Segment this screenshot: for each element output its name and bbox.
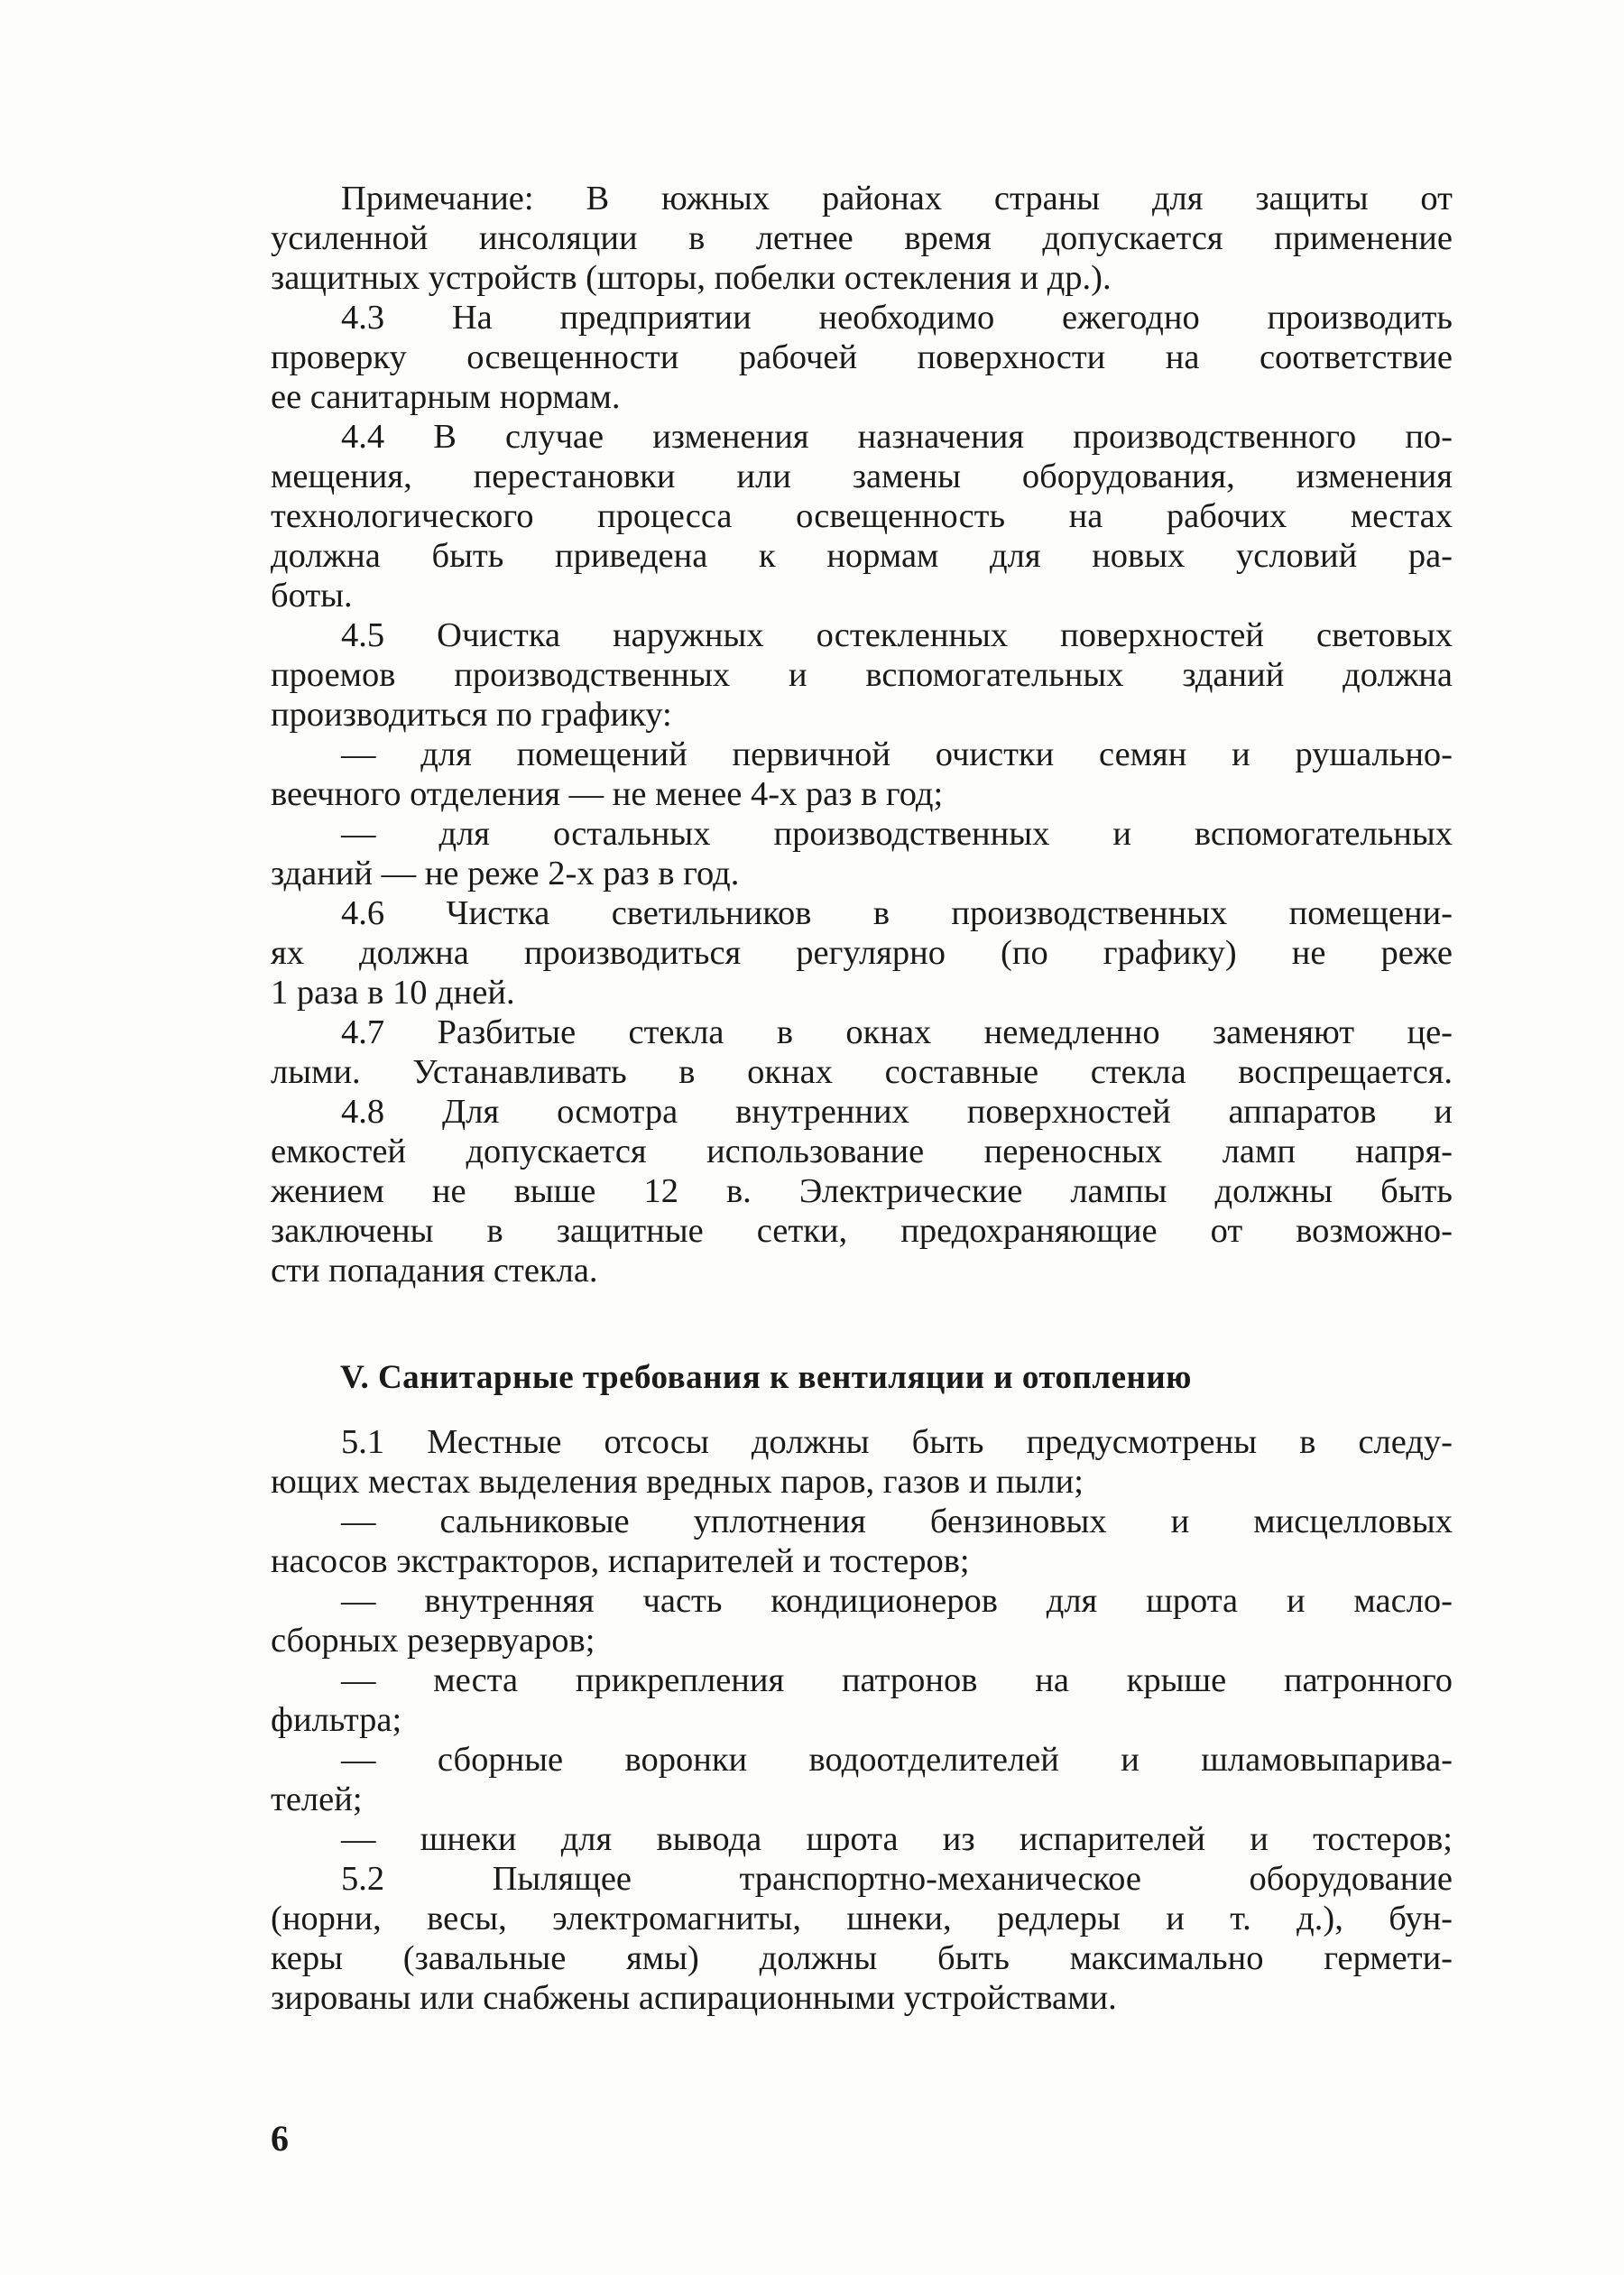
text-line: 5.1 Местные отсосы должны быть предусмотрены в следу-: [341, 1423, 1453, 1461]
text-line: лыми. Устанавливать в окнах составные стекла воспрещается.: [271, 1053, 1453, 1091]
text-line: керы (завальные ямы) должны быть максимально гермети-: [271, 1939, 1453, 1977]
text-line: заключены в защитные сетки, предохраняющие от возможно-: [271, 1212, 1453, 1250]
text-line: технологического процесса освещенность на рабочих местах: [271, 497, 1453, 535]
text-line: — места прикрепления патронов на крыше патронного: [341, 1661, 1453, 1699]
text-line: ющих местах выделения вредных паров, газов и пыли;: [271, 1463, 1084, 1501]
text-line: — сальниковые уплотнения бензиновых и мисцелловых: [341, 1503, 1453, 1540]
text-line: жением не выше 12 в. Электрические лампы должны быть: [271, 1172, 1453, 1210]
text-line: проверку освещенности рабочей поверхности на соответствие: [271, 338, 1453, 376]
text-line: зданий — не реже 2-х раз в год.: [271, 855, 740, 892]
text-line: насосов экстракторов, испарителей и тостеров;: [271, 1542, 970, 1580]
text-line: 4.5 Очистка наружных остекленных поверхностей световых: [341, 616, 1453, 654]
text-line: ях должна производиться регулярно (по графику) не реже: [271, 934, 1453, 972]
text-line: ее санитарным нормам.: [271, 378, 621, 416]
text-line: сборных резервуаров;: [271, 1622, 595, 1660]
text-line: 4.3 На предприятии необходимо ежегодно производить: [341, 299, 1453, 337]
text-line: проемов производственных и вспомогательных зданий должна: [271, 656, 1453, 694]
text-line: 1 раза в 10 дней.: [271, 974, 515, 1012]
text-line: мещения, перестановки или замены оборудования, изменения: [271, 458, 1453, 495]
text-line: телей;: [271, 1780, 363, 1818]
text-line: боты.: [271, 577, 353, 615]
text-line: производиться по графику:: [271, 696, 672, 734]
text-line: — шнеки для вывода шрота из испарителей и тостеров;: [341, 1820, 1453, 1858]
text-line: усиленной инсоляции в летнее время допускается применение: [271, 219, 1453, 257]
text-line: веечного отделения — не менее 4-х раз в год;: [271, 775, 944, 813]
text-line: сти попадания стекла.: [271, 1252, 598, 1290]
section-heading: V. Санитарные требования к вентиляции и отоплению: [340, 1359, 1192, 1396]
text-line: емкостей допускается использование переносных ламп напря-: [271, 1133, 1453, 1170]
text-line: 4.6 Чистка светильников в производственных помещени-: [341, 894, 1453, 932]
text-line: (норни, весы, электромагниты, шнеки, редлеры и т. д.), бун-: [271, 1900, 1453, 1937]
text-line: Примечание: В южных районах страны для защиты от: [341, 180, 1453, 217]
text-line: защитных устройств (шторы, побелки остекления и др.).: [271, 259, 1112, 297]
text-line: 4.4 В случае изменения назначения производственного по-: [341, 418, 1453, 456]
text-line: — для помещений первичной очистки семян и рушально-: [341, 735, 1453, 773]
text-line: 4.8 Для осмотра внутренних поверхностей аппаратов и: [341, 1093, 1453, 1131]
text-line: — внутренняя часть кондиционеров для шрота и масло-: [341, 1582, 1453, 1620]
text-line: 4.7 Разбитые стекла в окнах немедленно заменяют це-: [341, 1013, 1453, 1051]
text-line: — сборные воронки водоотделителей и шламовыпарива-: [341, 1741, 1453, 1779]
text-line: — для остальных производственных и вспомогательных: [341, 815, 1453, 853]
text-line: 5.2 Пылящее транспортно-механическое оборудование: [341, 1860, 1453, 1898]
text-line: зированы или снабжены аспирационными устройствами.: [271, 1979, 1117, 2017]
text-line: должна быть приведена к нормам для новых условий ра-: [271, 537, 1453, 575]
page-number: 6: [271, 2118, 289, 2159]
text-line: фильтра;: [271, 1701, 402, 1739]
